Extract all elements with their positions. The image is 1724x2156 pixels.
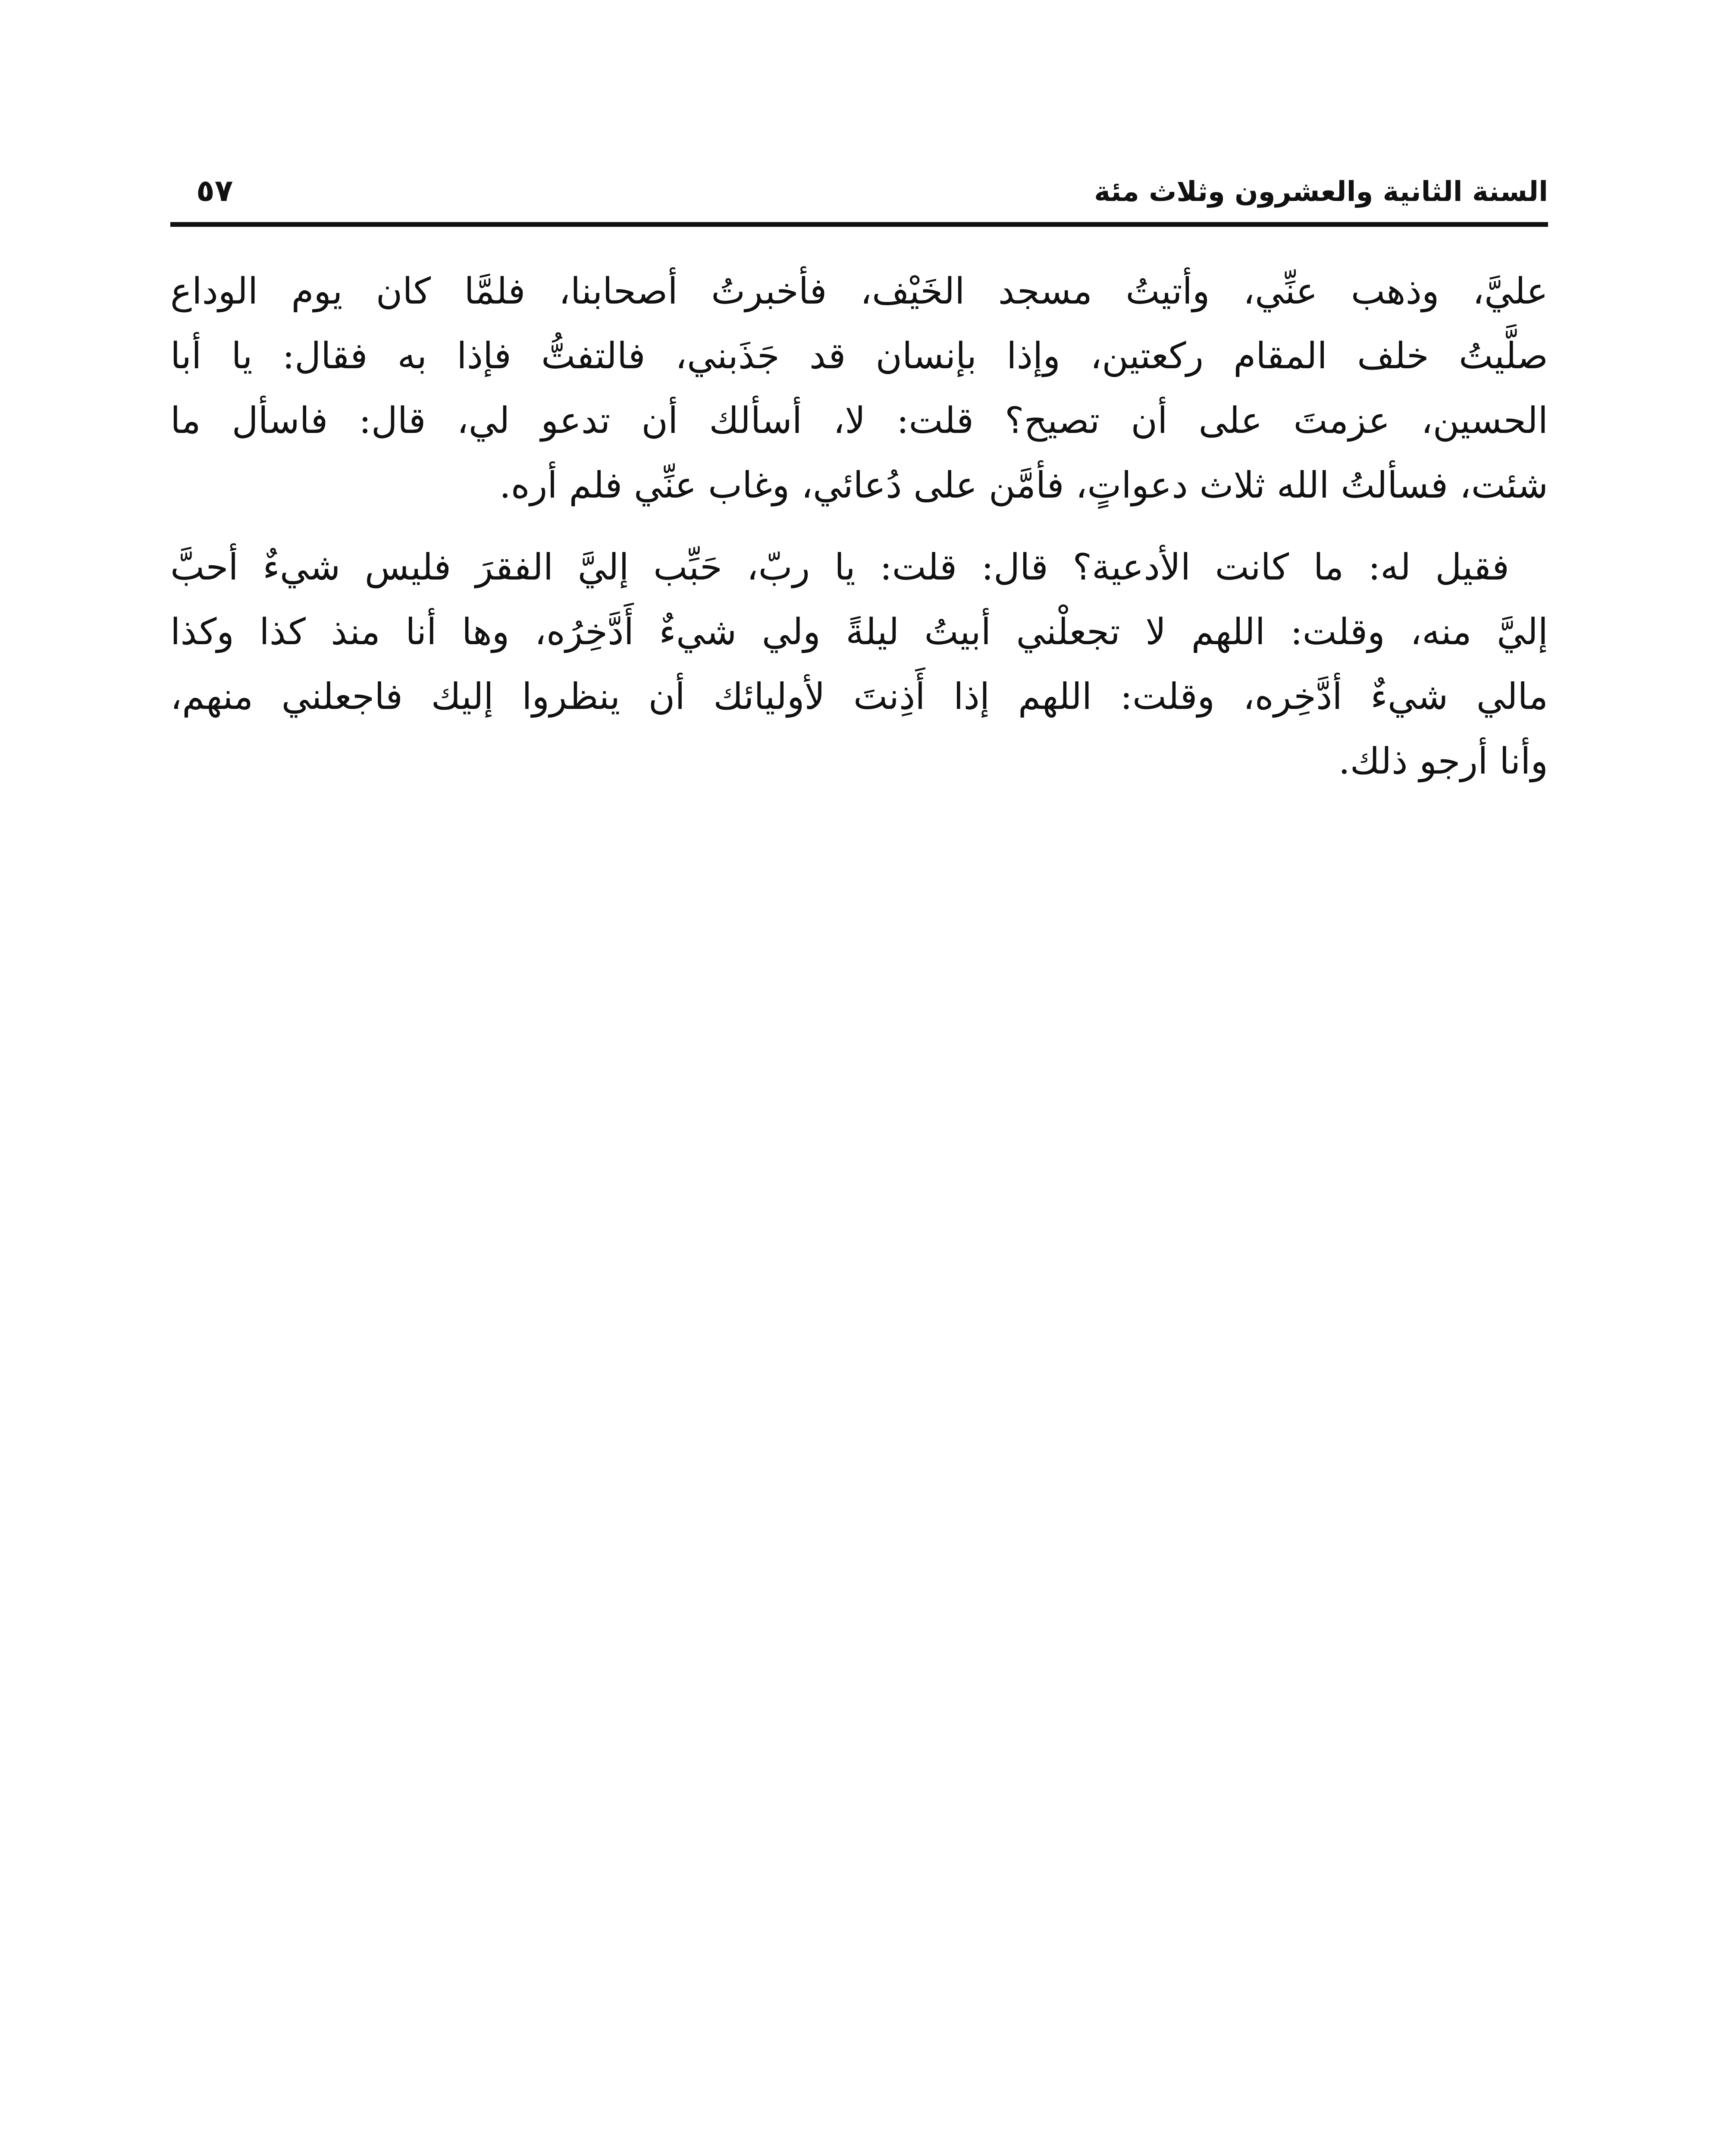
text-line: وأنا أرجو ذلك. <box>1338 740 1548 782</box>
page-number: ٥٧ <box>196 173 233 208</box>
text-line: فقيل له: ما كانت الأدعية؟ قال: قلت: يا ربّ، حَبِّب إليَّ الفقرَ فليس شيءٌ أحبَّ <box>170 546 1509 588</box>
chapter-title: السنة الثانية والعشرون وثلاث مئة <box>1094 176 1548 208</box>
text-line: إليَّ منه، وقلت: اللهم لا تجعلْني أبيتُ ليلةً ولي شيءٌ أَدَّخِرُه، وها أنا منذ كذا وكذا <box>170 611 1548 653</box>
header-divider <box>170 222 1548 227</box>
text-line: مالي شيءٌ أدَّخِره، وقلت: اللهم إذا أَذِنتَ لأوليائك أن ينظروا إليك فاجعلني منهم، <box>170 675 1548 718</box>
text-line: صلَّيتُ خلف المقام ركعتين، وإذا بإنسان قد جَذَبني، فالتفتُّ فإذا به فقال: يا أبا <box>170 335 1548 377</box>
text-line: شئت، فسألتُ الله ثلاث دعواتٍ، فأمَّن على دُعائي، وغاب عنِّي فلم أره. <box>499 464 1548 506</box>
text-line: عليَّ، وذهب عنِّي، وأتيتُ مسجد الخَيْف، فأخبرتُ أصحابنا، فلمَّا كان يوم الوداع <box>170 270 1548 312</box>
text-line: الحسين، عزمتَ على أن تصيح؟ قلت: لا، أسألك أن تدعو لي، قال: فاسأل ما <box>170 399 1548 442</box>
running-header <box>170 149 1548 213</box>
paragraph-1 <box>170 259 1548 517</box>
paragraph-2 <box>170 535 1548 793</box>
body-text <box>170 259 1548 793</box>
